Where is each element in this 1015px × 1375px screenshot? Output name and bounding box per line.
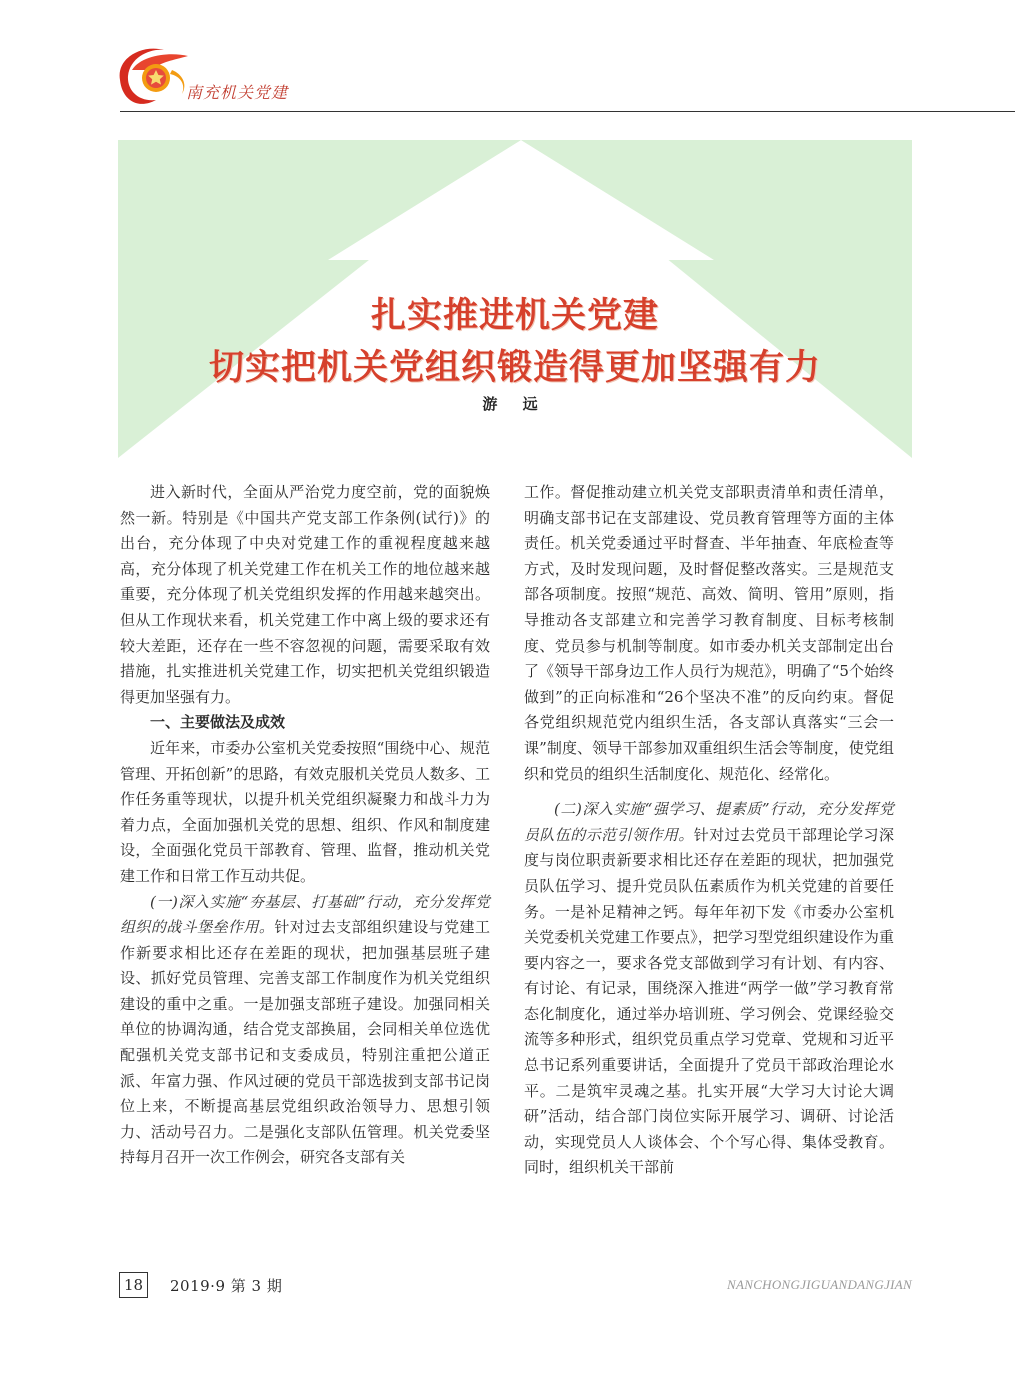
article-title-line1: 扎实推进机关党建 [370,296,659,336]
paragraph: 进入新时代，全面从严治党力度空前，党的面貌焕然一新。特别是《中国共产党支部工作条例(试行)》的出台，充分体现了中央对党建工作的重视程度越来越高，充分体现了机关党建工作在机关工作的地位越来越重要，充分体现了机关党组织发挥的作用越来越突出。但从工作现状来看，机关党建工作中离上级的要求还有较大差距，还存在一些不容忽视的问题，需要采取有效措施，扎实推进机关党建工作，切实把机关党组织锻造得更加坚强有力。 [120,483,490,706]
paragraph [524,797,894,1181]
article-author: 游 远 [482,395,548,413]
paragraph-body: 针对过去支部组织建设与党建工作新要求相比还存在差距的现状，把加强基层班子建设、抓好党员管理、完善支部工作制度作为机关党组织建设的重中之重。一是加强支部班子建设。加强同相关单位的协调沟通，结合党支部换届，会同相关单位选优配强机关党支部书记和支委成员，特别注重把公道正派、年富力强、作风过硬的党员干部选拔到支部书记岗位上来，不断提高基层党组织政治领导力、思想引领力、活动号召力。二是强化支部队伍管理。机关党委坚持每月召开一次工作例会，研究各支部有关 [120,918,490,1167]
paragraph: 工作。督促推动建立机关党支部职责清单和责任清单，明确支部书记在支部建设、党员教育管理等方面的主体责任。机关党委通过平时督查、半年抽查、年底检查等方式，及时发现问题，及时督促整改落实。三是规范支部各项制度。按照“规范、高效、简明、管用”原则，指导推动各支部建立和完善学习教育制度、目标考核制度、党员参与机制等制度。如市委办机关支部制定出台了《领导干部身边工作人员行为规范》，明确了“5个始终做到”的正向标准和“26个坚决不准”的反向约束。督促各党组织规范党内组织生活，各支部认真落实“三会一课”制度、领导干部参加双重组织生活会等制度，使党组织和党员的组织生活制度化、规范化、经常化。 [524,483,894,783]
issue-info: 2019·9 第 3 期 [170,1277,283,1295]
page-number: 18 [119,1272,148,1298]
paragraph [120,890,490,1172]
journal-brand: 南充机关党建 [186,83,289,102]
article-column-left [120,480,490,1171]
journal-name-latin: NANCHONGJIGUANDANGJIAN [727,1277,912,1292]
paragraph-gap [524,787,894,797]
header-divider [120,111,1015,112]
article-column-right [524,480,894,1181]
paragraph-body: 针对过去党员干部理论学习深度与岗位职责新要求相比还存在差距的现状，把加强党员队伍学习、提升党员队伍素质作为机关党建的首要任务。一是补足精神之钙。每年年初下发《市委办公室机关党委机关党建工作要点》，把学习型党组织建设作为重要内容之一，要求各党支部做到学习有计划、有内容、有讨论、有记录，围绕深入推进“两学一做”学习教育常态化制度化，通过举办培训班、学习例会、党课经验交流等多种形式，组织党员重点学习党章、党规和习近平总书记系列重要讲话，全面提升了党员干部政治理论水平。二是筑牢灵魂之基。扎实开展“大学习大讨论大调研”活动，结合部门岗位实际开展学习、调研、讨论活动，实现党员人人谈体会、个个写心得、集体受教育。同时，组织机关干部前 [524,825,894,1177]
journal-logo-icon [112,40,192,112]
section-heading: 一、主要做法及成效 [150,713,286,732]
article-title-line2: 切实把机关党组织锻造得更加坚强有力 [208,348,821,388]
subsection-heading: (二)深入实施“强学习、提素质”行动，充分发挥党员队伍的示范引领作用。 [524,800,894,844]
paragraph: 近年来，市委办公室机关党委按照“围绕中心、规范管理、开拓创新”的思路，有效克服机关党员人数多、工作任务重等现状，以提升机关党组织凝聚力和战斗力为着力点，全面加强机关党的思想、组织、作风和制度建设，全面强化党员干部教育、管理、监督，推动机关党建工作和日常工作互动共促。 [120,738,490,885]
subsection-heading: (一)深入实施“夯基层、打基础”行动，充分发挥党组织的战斗堡垒作用。 [120,892,490,937]
